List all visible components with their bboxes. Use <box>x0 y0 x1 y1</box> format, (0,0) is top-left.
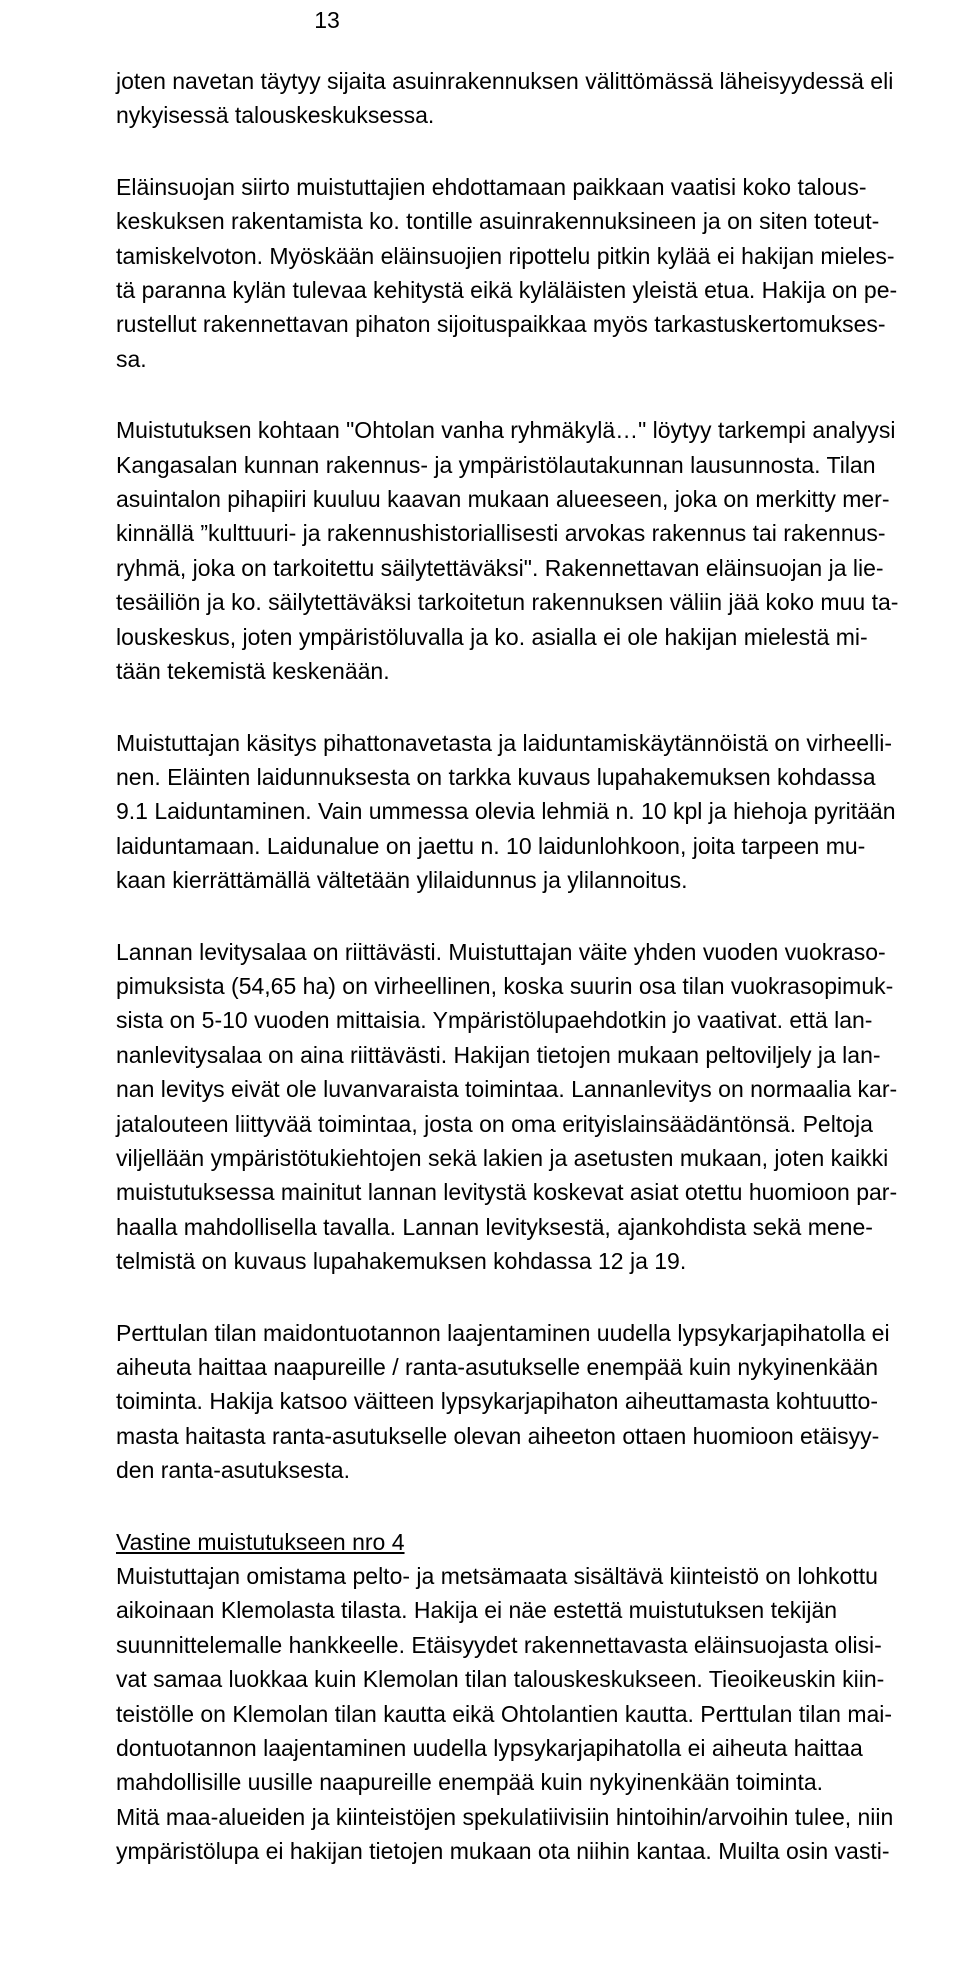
text-line: Lannan levitysalaa on riittävästi. Muistuttajan väite yhden vuoden vuokraso- <box>116 938 886 965</box>
paragraph <box>116 935 956 1279</box>
text-line: sa. <box>116 345 147 372</box>
text-line: nan levitys eivät ole luvanvaraista toimintaa. Lannanlevitys on normaalia kar- <box>116 1076 898 1103</box>
text-line: Perttulan tilan maidontuotannon laajentaminen uudella lypsykarjapihatolla ei <box>116 1319 890 1346</box>
text-line: dontuotannon laajentaminen uudella lypsykarjapihatolla ei aiheuta haittaa <box>116 1735 863 1762</box>
text-line: aiheuta haittaa naapureille / ranta-asutukselle enempää kuin nykyinenkään <box>116 1354 879 1380</box>
text-line: mahdollisille uusille naapureille enempää kuin nykyinenkään toiminta. <box>116 1769 824 1796</box>
text-line: telmistä on kuvaus lupahakemuksen kohdassa 12 ja 19. <box>116 1248 687 1275</box>
text-line: Kangasalan kunnan rakennus- ja ympäristölautakunnan lausunnosta. Tilan <box>116 451 876 478</box>
section-heading: Vastine muistutukseen nro 4 <box>116 1528 405 1555</box>
text-line: aikoinaan Klemolasta tilasta. Hakija ei näe estettä muistutuksen tekijän <box>116 1597 838 1624</box>
paragraph <box>116 64 956 133</box>
text-line: Muistuttajan omistama pelto- ja metsämaata sisältävä kiinteistö on lohkottu <box>116 1563 878 1590</box>
text-line: kinnällä ”kulttuuri- ja rakennushistoriallisesti arvokas rakennus tai rakennus- <box>116 520 886 547</box>
text-line: teistölle on Klemolan tilan kautta eikä Ohtolantien kautta. Perttulan tilan mai- <box>116 1700 893 1727</box>
text-line: den ranta-asutuksesta. <box>116 1457 350 1484</box>
text-line: keskuksen rakentamista ko. tontille asuinrakennuksineen ja on siten toteut- <box>116 208 880 235</box>
text-line: laiduntamaan. Laidunalue on jaettu n. 10 laidunlohkoon, joita tarpeen mu- <box>116 832 866 859</box>
text-line: ryhmä, joka on tarkoitettu säilytettäväksi". Rakennettavan eläinsuojan ja lie- <box>116 554 884 581</box>
paragraph <box>116 413 956 688</box>
text-line: rustellut rakennettavan pihaton sijoituspaikkaa myös tarkastuskertomukses- <box>116 311 886 338</box>
page-number: 13 <box>314 7 340 33</box>
text-line: masta haitasta ranta-asutukselle olevan aiheeton ottaen huomioon etäisyy- <box>116 1422 880 1449</box>
text-line: vat samaa luokkaa kuin Klemolan tilan talouskeskukseen. Tieoikeuskin kiin- <box>116 1666 885 1693</box>
text-line: haalla mahdollisella tavalla. Lannan levityksestä, ajankohdista sekä mene- <box>116 1213 873 1240</box>
text-line: jatalouteen liittyvää toimintaa, josta on oma erityislainsäädäntönsä. Peltoja <box>116 1110 873 1137</box>
document-body <box>116 64 956 1869</box>
text-line: kaan kierrättämällä vältetään ylilaidunnus ja ylilannoitus. <box>116 867 688 894</box>
paragraph <box>116 726 956 898</box>
paragraph <box>116 170 956 376</box>
text-line: pimuksista (54,65 ha) on virheellinen, koska suurin osa tilan vuokrasopimuk- <box>116 972 894 999</box>
text-line: joten navetan täytyy sijaita asuinrakennuksen välittömässä läheisyydessä eli <box>116 68 894 94</box>
response-section <box>116 1525 956 1869</box>
text-line: tään tekemistä keskenään. <box>116 658 390 685</box>
text-line: ympäristölupa ei hakijan tietojen mukaan ota niihin kantaa. Muilta osin vasti- <box>116 1838 890 1865</box>
text-line: Eläinsuojan siirto muistuttajien ehdottamaan paikkaan vaatisi koko talous- <box>116 173 867 200</box>
text-line: tesäiliön ja ko. säilytettäväksi tarkoitetun rakennuksen väliin jää koko muu ta- <box>116 589 899 616</box>
text-line: toiminta. Hakija katsoo väitteen lypsykarjapihaton aiheuttamasta kohtuutto- <box>116 1388 878 1415</box>
text-line: 9.1 Laiduntaminen. Vain ummessa olevia lehmiä n. 10 kpl ja hiehoja pyritään <box>116 798 896 825</box>
text-line: nykyisessä talouskeskuksessa. <box>116 102 435 129</box>
text-line: louskeskus, joten ympäristöluvalla ja ko. asialla ei ole hakijan mielestä mi- <box>116 623 868 650</box>
text-line: Mitä maa-alueiden ja kiinteistöjen spekulatiivisiin hintoihin/arvoihin tulee, niin <box>116 1803 894 1830</box>
text-line: nanlevitysalaa on aina riittävästi. Hakijan tietojen mukaan peltoviljely ja lan- <box>116 1041 881 1068</box>
text-line: suunnittelemalle hankkeelle. Etäisyydet rakennettavasta eläinsuojasta olisi- <box>116 1631 882 1658</box>
text-line: tä paranna kylän tulevaa kehitystä eikä kyläläisten yleistä etua. Hakija on pe- <box>116 277 898 304</box>
paragraph <box>116 1316 956 1488</box>
text-line: Muistutuksen kohtaan "Ohtolan vanha ryhmäkylä…" löytyy tarkempi analyysi <box>116 417 896 444</box>
text-line: muistutuksessa mainitut lannan levitystä koskevat asiat otettu huomioon par- <box>116 1179 898 1206</box>
text-line: asuintalon pihapiiri kuuluu kaavan mukaan alueeseen, joka on merkitty mer- <box>116 486 890 513</box>
text-line: nen. Eläinten laidunnuksesta on tarkka kuvaus lupahakemuksen kohdassa <box>116 763 876 790</box>
text-line: viljellään ympäristötukiehtojen sekä lakien ja asetusten mukaan, joten kaikki <box>116 1144 889 1171</box>
text-line: sista on 5-10 vuoden mittaisia. Ympäristölupaehdotkin jo vaativat. että lan- <box>116 1007 873 1034</box>
text-line: Muistuttajan käsitys pihattonavetasta ja laiduntamiskäytännöistä on virheelli- <box>116 729 893 756</box>
text-line: tamiskelvoton. Myöskään eläinsuojien ripottelu pitkin kylää ei hakijan mieles- <box>116 242 895 269</box>
